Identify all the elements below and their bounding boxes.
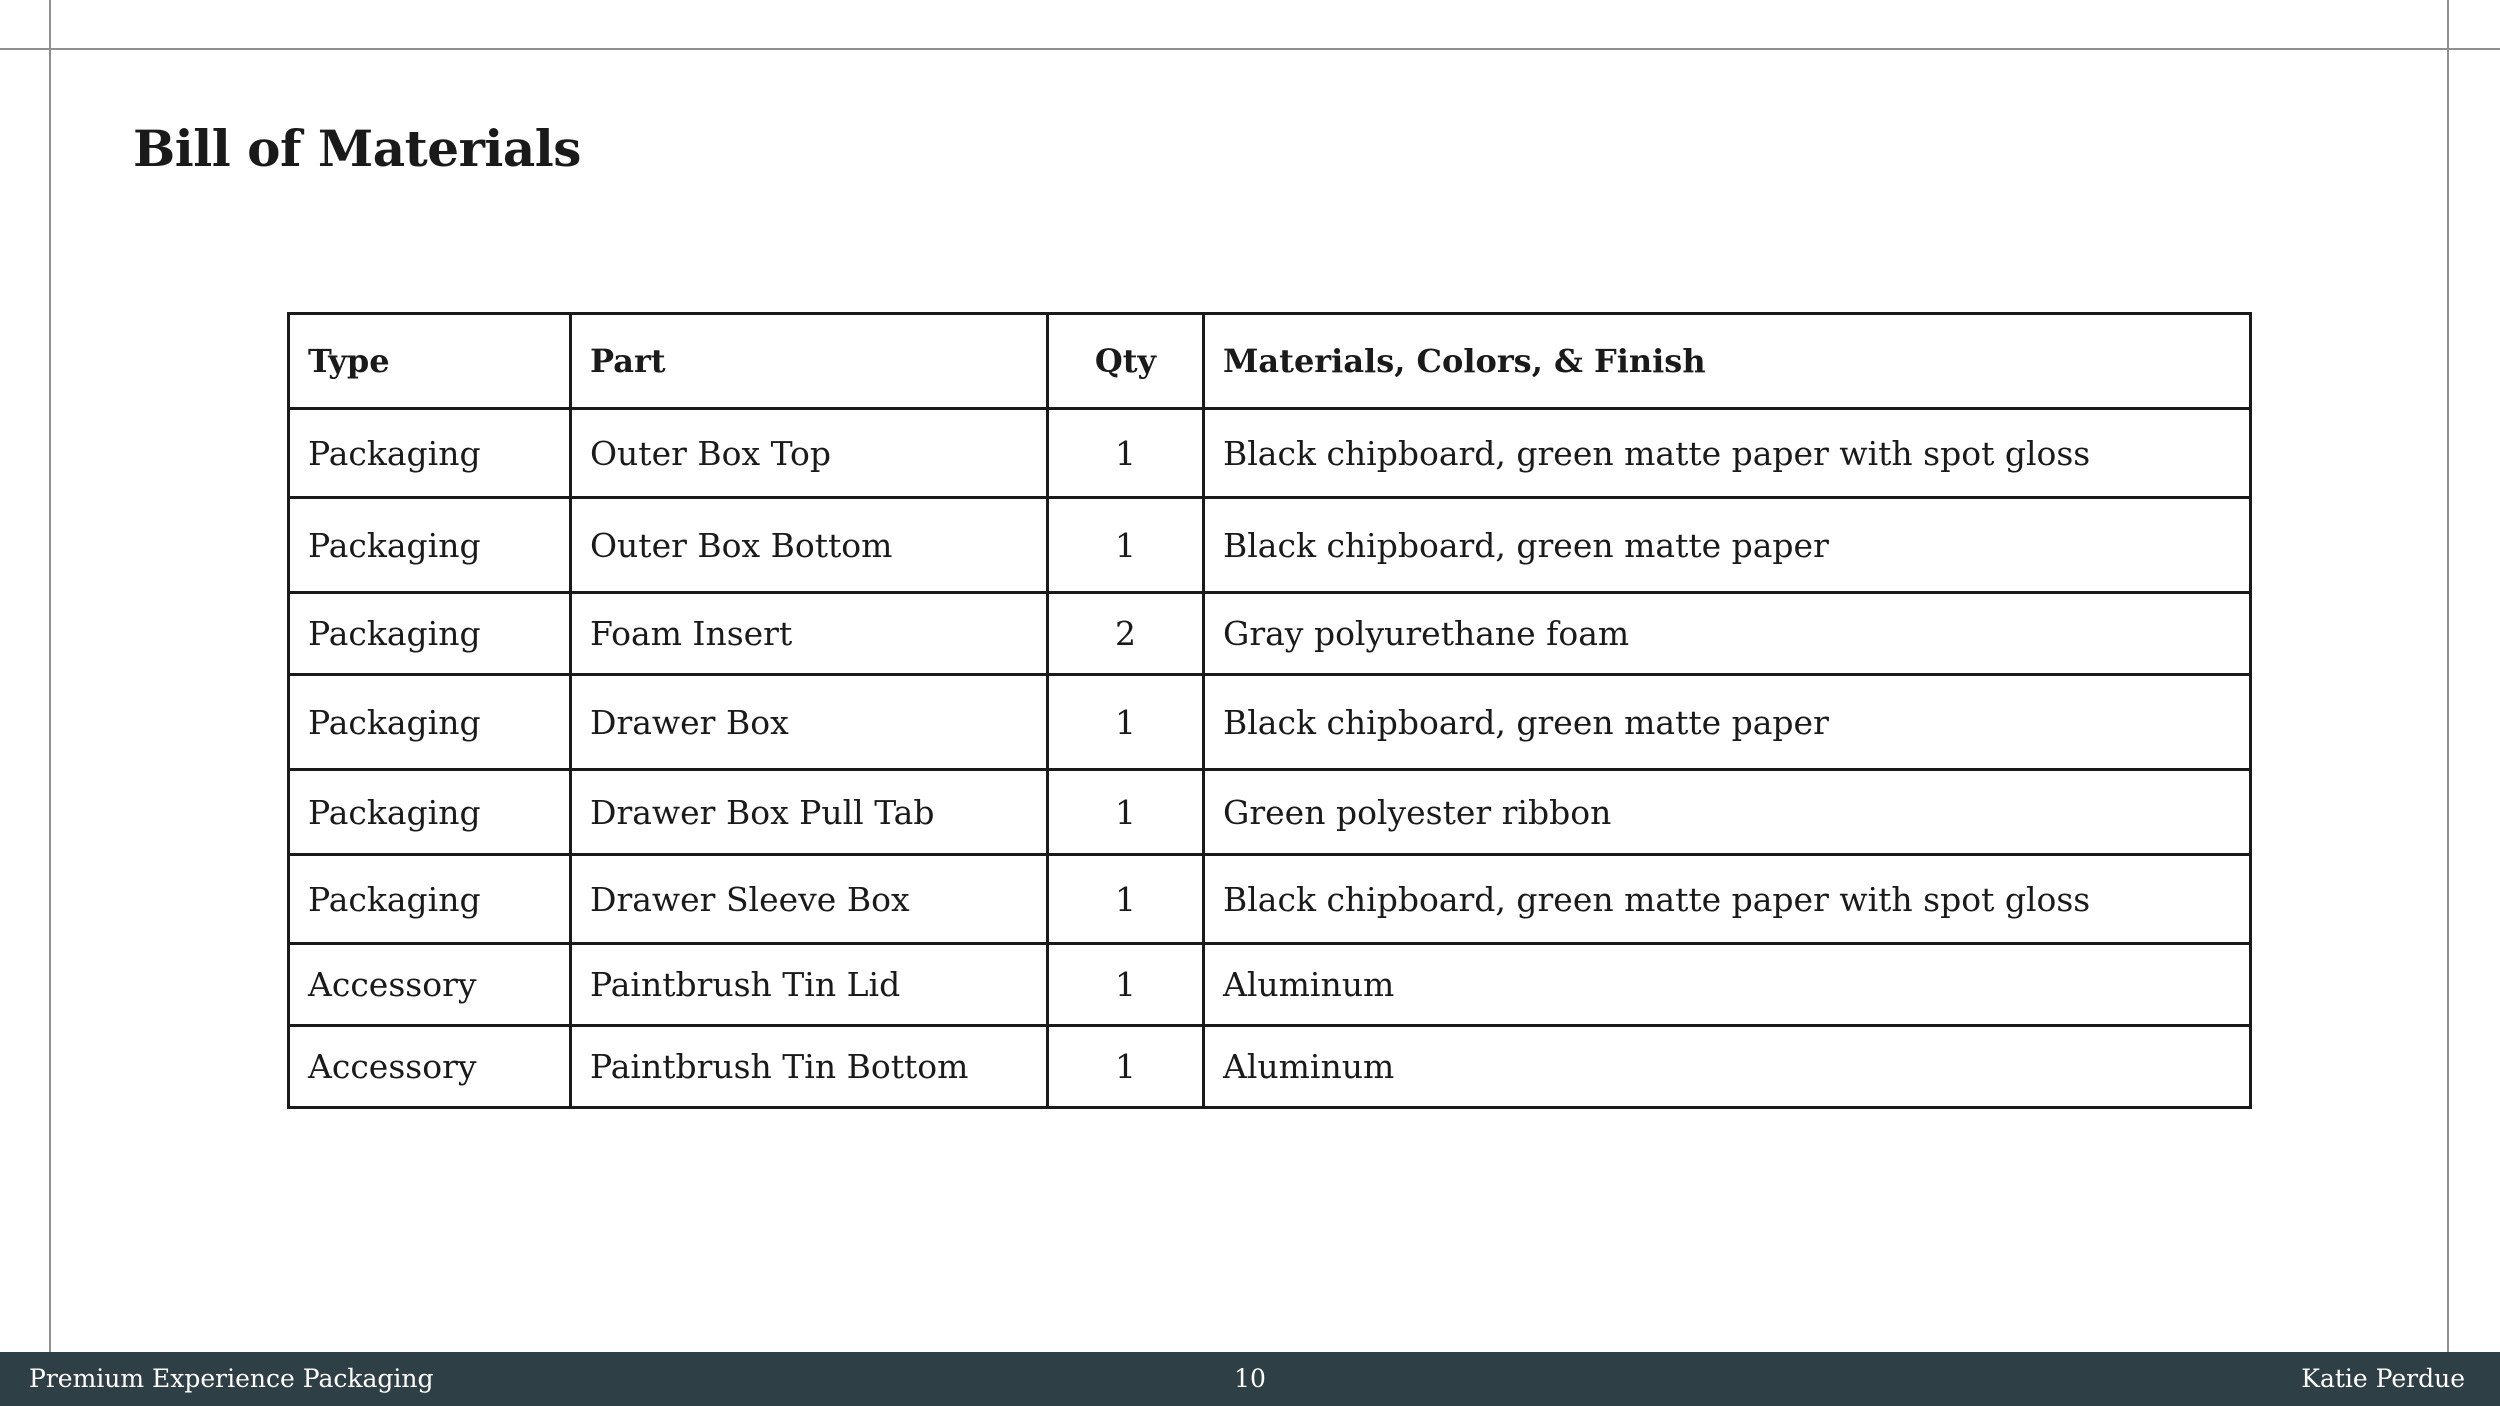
cell-type: Packaging (289, 675, 571, 770)
header-materials: Materials, Colors, & Finish (1204, 314, 2251, 409)
table-row (289, 498, 2251, 593)
cell-part: Paintbrush Tin Bottom (571, 1026, 1048, 1108)
cell-type: Accessory (289, 1026, 571, 1108)
cell-materials: Green polyester ribbon (1204, 770, 2251, 855)
cell-part: Drawer Sleeve Box (571, 855, 1048, 944)
table-row (289, 1026, 2251, 1108)
cell-type: Packaging (289, 498, 571, 593)
table-header-row (289, 314, 2251, 409)
table-row (289, 593, 2251, 675)
table-row (289, 675, 2251, 770)
cell-materials: Black chipboard, green matte paper (1204, 498, 2251, 593)
cell-qty: 1 (1048, 770, 1204, 855)
cell-materials: Aluminum (1204, 944, 2251, 1026)
cell-qty: 2 (1048, 593, 1204, 675)
table-row (289, 944, 2251, 1026)
footer-document-title: Premium Experience Packaging (29, 1364, 434, 1393)
cell-materials: Black chipboard, green matte paper with spot gloss (1204, 855, 2251, 944)
table-row (289, 770, 2251, 855)
bill-of-materials-table (287, 312, 2252, 1109)
header-qty: Qty (1048, 314, 1204, 409)
header-part: Part (571, 314, 1048, 409)
guide-line-left (49, 0, 51, 1352)
footer-bar (0, 1352, 2500, 1406)
cell-type: Packaging (289, 409, 571, 498)
cell-qty: 1 (1048, 855, 1204, 944)
cell-part: Foam Insert (571, 593, 1048, 675)
cell-part: Outer Box Top (571, 409, 1048, 498)
cell-type: Accessory (289, 944, 571, 1026)
cell-qty: 1 (1048, 498, 1204, 593)
header-type: Type (289, 314, 571, 409)
cell-qty: 1 (1048, 944, 1204, 1026)
cell-materials: Gray polyurethane foam (1204, 593, 2251, 675)
cell-part: Paintbrush Tin Lid (571, 944, 1048, 1026)
cell-type: Packaging (289, 770, 571, 855)
footer-page-number: 10 (1234, 1364, 1266, 1393)
cell-materials: Black chipboard, green matte paper with spot gloss (1204, 409, 2251, 498)
table-row (289, 409, 2251, 498)
guide-line-right (2447, 0, 2449, 1352)
cell-part: Drawer Box (571, 675, 1048, 770)
cell-type: Packaging (289, 593, 571, 675)
cell-materials: Black chipboard, green matte paper (1204, 675, 2251, 770)
cell-type: Packaging (289, 855, 571, 944)
footer-author: Katie Perdue (2301, 1364, 2465, 1393)
guide-line-top (0, 48, 2500, 50)
cell-part: Drawer Box Pull Tab (571, 770, 1048, 855)
cell-qty: 1 (1048, 1026, 1204, 1108)
cell-part: Outer Box Bottom (571, 498, 1048, 593)
cell-materials: Aluminum (1204, 1026, 2251, 1108)
table-row (289, 855, 2251, 944)
cell-qty: 1 (1048, 675, 1204, 770)
cell-qty: 1 (1048, 409, 1204, 498)
page-title: Bill of Materials (133, 119, 581, 178)
